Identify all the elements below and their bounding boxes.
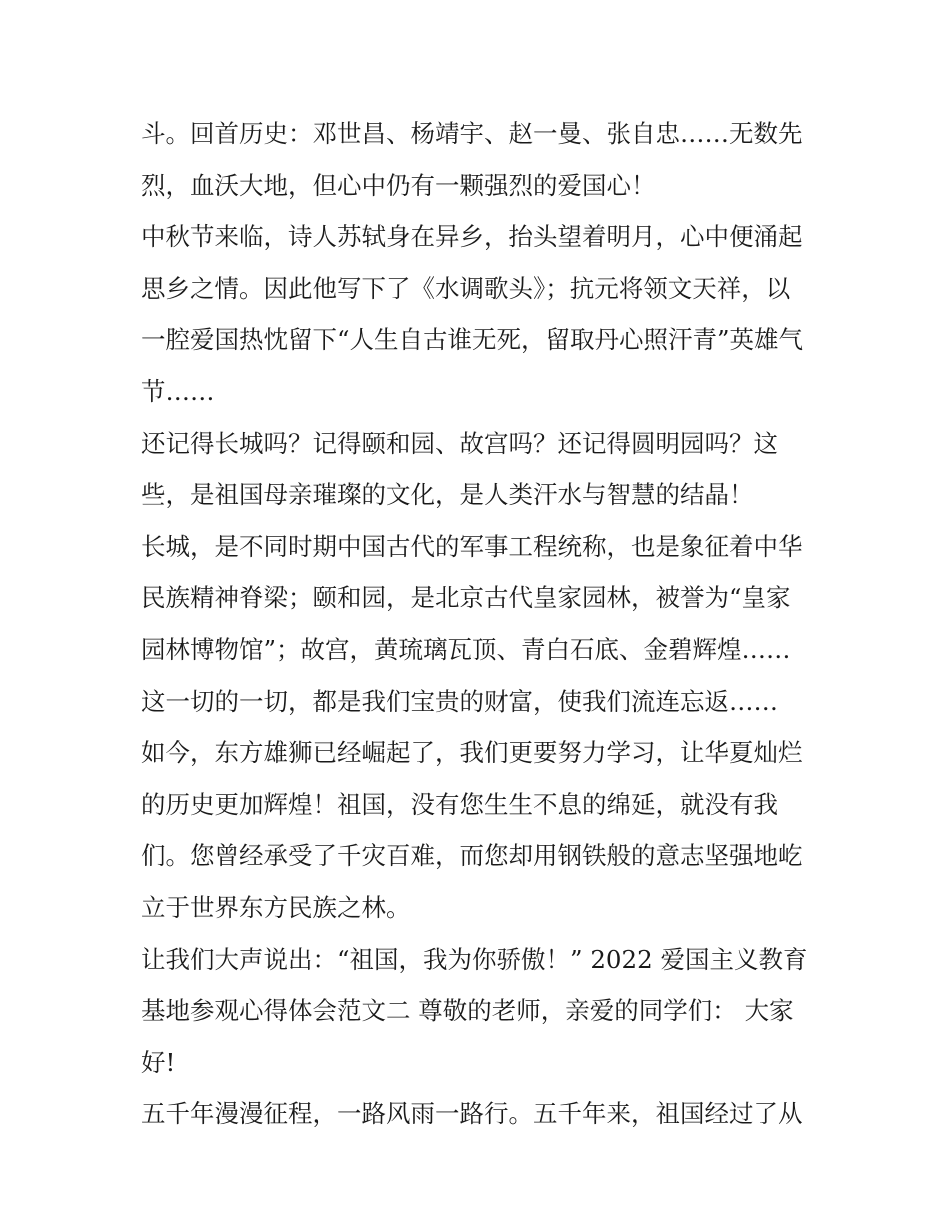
text-line: 这一切的一切，都是我们宝贵的财富，使我们流连忘返…… [141, 686, 778, 716]
text-line: 中秋节来临，诗人苏轼身在异乡，抬头望着明月，心中便涌起 [141, 222, 803, 252]
text-line: 好! [141, 1047, 176, 1077]
text-line: 节…… [141, 376, 215, 406]
text-line: 斗。回首历史：邓世昌、杨靖宇、赵一曼、张自忠……无数先 [141, 119, 803, 148]
text-line: 还记得长城吗？记得颐和园、故宫吗？还记得圆明园吗？这 [141, 428, 778, 458]
text-line: 长城，是不同时期中国古代的军事工程统称，也是象征着中华 [141, 531, 803, 561]
text-line: 基地参观心得体会范文二 尊敬的老师，亲爱的同学们： 大家 [141, 996, 794, 1026]
text-line: 五千年漫漫征程，一路风雨一路行。五千年来，祖国经过了从 [141, 1099, 803, 1129]
text-line: 些，是祖国母亲璀璨的文化，是人类汗水与智慧的结晶！ [141, 480, 754, 510]
text-line: 一腔爱国热忱留下“人生自古谁无死，留取丹心照汗青”英雄气 [141, 325, 804, 355]
text-line: 让我们大声说出：“祖国，我为你骄傲！” 2022 爱国主义教育 [141, 944, 808, 974]
text-line: 立于世界东方民族之林。 [141, 892, 411, 922]
body-text [141, 108, 813, 1140]
text-line: 们。您曾经承受了千灾百难，而您却用钢铁般的意志坚强地屹 [141, 841, 803, 871]
text-line: 的历史更加辉煌！祖国，没有您生生不息的绵延，就没有我 [141, 789, 778, 819]
text-line: 思乡之情。因此他写下了《水调歌头》；抗元将领文天祥，以 [141, 273, 791, 303]
text-line: 烈，血沃大地，但心中仍有一颗强烈的爱国心！ [141, 170, 656, 200]
text-line: 如今，东方雄狮已经崛起了，我们更要努力学习，让华夏灿烂 [141, 738, 803, 768]
text-line: 民族精神脊梁；颐和园，是北京古代皇家园林，被誉为“皇家 [141, 583, 791, 613]
text-line: 园林博物馆”；故宫，黄琉璃瓦顶、青白石底、金碧辉煌…… [141, 634, 791, 664]
